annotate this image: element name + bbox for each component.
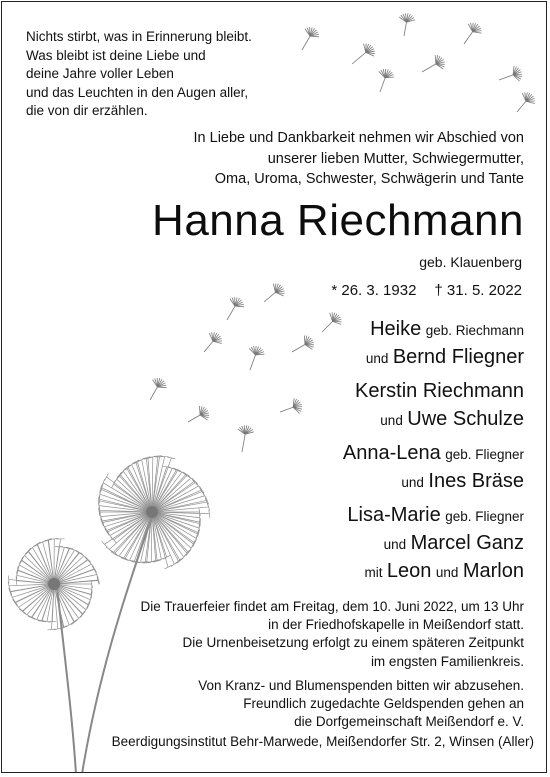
mourner-name: Ines Bräse	[428, 470, 524, 492]
poem-line: Nichts stirbt, was in Erinnerung bleibt.	[26, 28, 252, 47]
deceased-name: Hanna Riechmann	[152, 192, 524, 250]
funeral-notice	[141, 598, 524, 731]
mourner-name: Marcel Ganz	[411, 532, 524, 554]
intro-line: unserer lieben Mutter, Schwiegermutter,	[194, 149, 524, 170]
mourner-row	[343, 502, 524, 530]
mourner-conj: und	[366, 351, 389, 366]
notice-line: Die Urnenbeisetzung erfolgt zu einem späteren Zeitpunkt	[141, 634, 524, 652]
poem-line: die von dir erzählen.	[26, 102, 252, 121]
mourner-name: Heike	[370, 318, 421, 340]
death-date: † 31. 5. 2022	[434, 282, 522, 299]
notice-line: Von Kranz- und Blumenspenden bitten wir abzusehen.	[141, 677, 524, 695]
mourner-row	[343, 378, 524, 406]
mourner-conj: und	[401, 475, 424, 490]
mourner-row	[343, 440, 524, 468]
mourner-conj: und	[380, 413, 403, 428]
mourner-note: geb. Riechmann	[426, 323, 524, 338]
mourner-row	[343, 558, 524, 586]
mourner-row	[343, 530, 524, 558]
notice-line: Freundlich zugedachte Geldspenden gehen an	[141, 695, 524, 713]
mourner-name: Anna-Lena	[343, 442, 441, 464]
mourner-note: geb. Fliegner	[445, 447, 524, 462]
poem-line: und das Leuchten in den Augen aller,	[26, 84, 252, 103]
mourner-name: Kerstin Riechmann	[355, 380, 524, 402]
funeral-home: Beerdigungsinstitut Behr-Marwede, Meißendorfer Str. 2, Winsen (Aller)	[112, 734, 534, 749]
poem-line: Was bleibt ist deine Liebe und	[26, 47, 252, 66]
mourner-name: Lisa-Marie	[347, 504, 440, 526]
intro-line: Oma, Uroma, Schwester, Schwägerin und Tante	[194, 169, 524, 190]
mourner-name: Leon	[387, 560, 432, 582]
notice-line: im engsten Familienkreis.	[141, 653, 524, 671]
poem-line: deine Jahre voller Leben	[26, 65, 252, 84]
obituary-card	[1, 1, 547, 773]
mourner-conj: und	[384, 537, 407, 552]
mourner-row	[343, 468, 524, 496]
mourner-row	[343, 344, 524, 372]
life-dates	[331, 282, 522, 299]
mourner-name: Marlon	[463, 560, 524, 582]
mourner-row	[343, 316, 524, 344]
maiden-name: geb. Klauenberg	[419, 254, 522, 270]
mourner-name: Bernd Fliegner	[393, 346, 524, 368]
notice-line: Die Trauerfeier findet am Freitag, dem 10. Juni 2022, um 13 Uhr	[141, 598, 524, 616]
farewell-intro	[194, 128, 524, 190]
mourner-conj: mit	[364, 565, 382, 580]
memorial-poem	[26, 28, 252, 121]
mourner-row	[343, 406, 524, 434]
intro-line: In Liebe und Dankbarkeit nehmen wir Abschied von	[194, 128, 524, 149]
mourner-note: geb. Fliegner	[445, 509, 524, 524]
mourner-name: Uwe Schulze	[407, 408, 524, 430]
mourners-list	[343, 316, 524, 586]
mourner-conj: und	[436, 565, 459, 580]
notice-line: die Dorfgemeinschaft Meißendorf e. V.	[141, 713, 524, 731]
birth-date: * 26. 3. 1932	[331, 282, 416, 299]
notice-line: in der Friedhofskapelle in Meißendorf statt.	[141, 616, 524, 634]
